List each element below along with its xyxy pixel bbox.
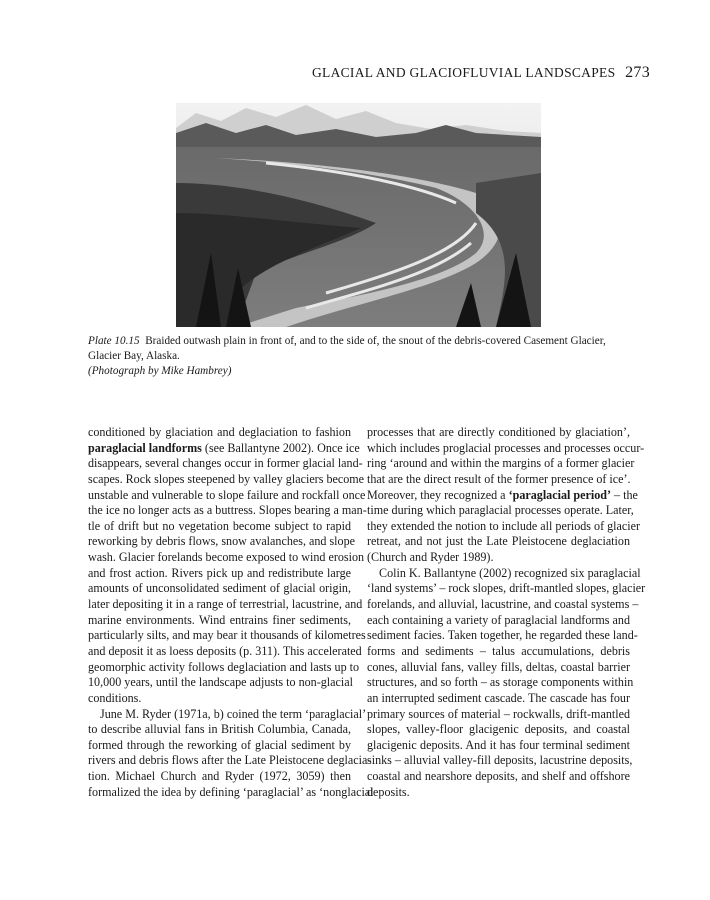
text-line: unstable and vulnerable to slope failure and rockfall once: [88, 487, 366, 502]
text-line: rivers and debris flows after the Late Pleistocene deglacia-: [88, 753, 372, 768]
text-line: ‘land systems’ – rock slopes, drift-mantled slopes, glacier: [367, 581, 646, 596]
page-number: 273: [625, 64, 650, 81]
text-line: marine environments. Wind entrains finer sediments,: [88, 612, 351, 627]
text-line: an interrupted sediment cascade. The cascade has four: [367, 690, 630, 705]
text-line: structures, and so forth – as storage components within: [367, 675, 634, 690]
caption-text: Braided outwash plain in front of, and to the side of, the snout of the debris-covered Casement Glacier,: [145, 335, 606, 347]
text-line: paraglacial landforms (see Ballantyne 2002). Once ice: [88, 440, 360, 455]
text-line: cones, alluvial fans, valley fills, deltas, coastal barrier: [367, 659, 630, 674]
text-line: 10,000 years, until the landscape adjusts to non-glacial: [88, 675, 353, 690]
text-line: later depositing it in a range of terrestrial, lacustrine, and: [88, 597, 363, 612]
text-line: particularly silts, and may bear it thousands of kilometres: [88, 628, 366, 643]
text-line: which includes proglacial processes and processes occur-: [367, 440, 645, 455]
left-text-column: [88, 425, 374, 800]
text-line: conditioned by glaciation and deglaciation to fashion: [88, 425, 351, 439]
text-line: formalized the idea by defining ‘paraglacial’ as ‘nonglacial: [88, 784, 374, 799]
text-line: sinks – alluvial valley-fill deposits, lacustrine deposits,: [367, 753, 633, 768]
text-line: glacigenic deposits. And it has four terminal sediment: [367, 737, 630, 752]
text-line: primary sources of material – rockwalls, drift-mantled: [367, 706, 630, 721]
text-line: each containing a variety of paraglacial landforms and: [367, 612, 630, 627]
text-line: the ice no longer acts as a buttress. Slopes bearing a man-: [88, 503, 367, 518]
caption-text-cont: Glacier Bay, Alaska.: [88, 350, 180, 362]
text-line: to describe alluvial fans in British Columbia, Canada,: [88, 722, 351, 737]
text-line: formed through the reworking of glacial sediment by: [88, 737, 351, 752]
text-line: Moreover, they recognized a ‘paraglacial period’ – the: [367, 487, 638, 502]
text-line: geomorphic activity follows deglaciation and lasts up to: [88, 659, 360, 674]
text-line: reworking by debris flows, snow avalanches, and slope: [88, 534, 356, 549]
text-line: processes that are directly conditioned by glaciation’,: [367, 425, 630, 439]
text-line: tle of drift but no vegetation become subject to rapid: [88, 518, 351, 533]
text-line: deposits.: [367, 784, 410, 799]
text-line: retreat, and not just the Late Pleistocene deglaciation: [367, 534, 630, 549]
text-line: (Church and Ryder 1989).: [367, 550, 494, 565]
plate-caption: [88, 334, 633, 379]
text-line: wash. Glacier forelands become exposed to wind erosion: [88, 550, 365, 565]
text-line: forms and sediments – talus accumulations, debris: [367, 643, 630, 658]
text-line: disappears, several changes occur in former glacial land-: [88, 456, 363, 471]
chapter-title: GLACIAL AND GLACIOFLUVIAL LANDSCAPES: [311, 65, 616, 80]
text-line: sediment facies. Taken together, he regarded these land-: [367, 628, 638, 643]
text-line: forelands, and alluvial, lacustrine, and coastal systems –: [367, 597, 639, 612]
right-text-column: [367, 425, 646, 800]
text-line: ring ‘around and within the margins of a former glacier: [367, 456, 635, 471]
text-line: Colin K. Ballantyne (2002) recognized six paraglacial: [379, 565, 641, 580]
text-line: tion. Michael Church and Ryder (1972, 3059) then: [88, 769, 351, 784]
text-line: slopes, valley-floor glacigenic deposits, and coastal: [367, 722, 630, 737]
photo-credit: (Photograph by Mike Hambrey): [88, 365, 232, 377]
text-line: they extended the notion to include all periods of glacier: [367, 518, 641, 533]
running-head: [312, 64, 650, 82]
text-line: time during which paraglacial processes operate. Later,: [367, 503, 634, 518]
plate-label: Plate 10.15: [88, 335, 140, 347]
text-line: amounts of unconsolidated sediment of glacial origin,: [88, 581, 351, 596]
text-line: and deposit it as loess deposits (p. 311). This accelerated: [88, 643, 362, 658]
key-term: paraglacial landforms: [88, 440, 202, 455]
text-line: conditions.: [88, 690, 142, 705]
plate-photograph: [176, 103, 541, 327]
key-term: ‘paraglacial period’: [508, 487, 612, 502]
text-line: and frost action. Rivers pick up and redistribute large: [88, 565, 351, 580]
text-line: coastal and nearshore deposits, and shelf and offshore: [367, 769, 630, 784]
text-line: June M. Ryder (1971a, b) coined the term ‘paraglacial’: [100, 706, 367, 721]
text-line: that are the direct result of the former presence of ice’.: [367, 471, 631, 486]
text-line: scapes. Rock slopes steepened by valley glaciers become: [88, 471, 365, 486]
